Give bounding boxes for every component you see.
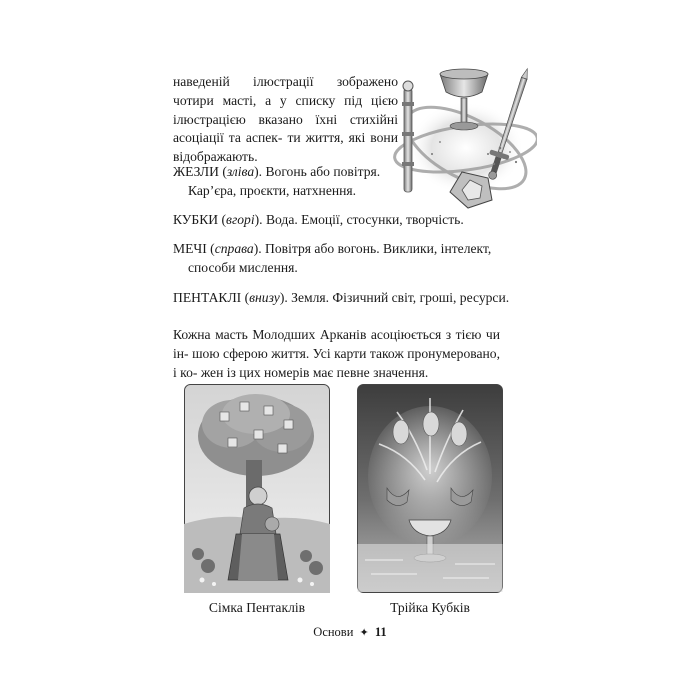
suit-entry-pentacles: ПЕНТАКЛІ (внизу). Земля. Фізичний світ, гроші, ресурси. [173,290,510,305]
tarot-card-seven-of-pentacles [184,384,330,593]
intro-line: наведеній ілюстрації зображено чотири [173,74,398,108]
intro-line: вказано їхні стихійні асоціації та аспек- [173,111,398,146]
intro-paragraph [173,73,398,167]
three-of-cups-artwork [357,384,503,593]
suit-entry-cups: КУБКИ (вгорі). Вода. Емоції, стосунки, творчість. [173,212,464,227]
suit-position: справа [214,241,254,256]
suit-description-cont: способи мислення. [188,260,298,275]
running-footer [250,625,450,640]
closing-line: шою сферою життя. Усі карти також пронумеровано, і ко- [173,346,500,380]
closing-paragraph [173,325,500,382]
closing-line: жен із цих номерів має певне значення. [200,365,429,380]
suit-entry-wands: ЖЕЗЛИ (зліва). Вогонь або повітря. Кар’єра, проєкти, натхнення. [173,164,381,198]
suit-name: ЖЕЗЛИ [173,164,219,179]
suit-entry-swords: МЕЧІ (справа). Повітря або вогонь. Виклики, інтелект, способи мислення. [173,241,492,275]
suit-description: ). Вогонь або повітря. [254,164,381,179]
intro-line: масті, а у списку під цією ілюстрацією [173,92,398,127]
card-caption: Трійка Кубків [390,600,470,615]
suit-description: ). Земля. Фізичний світ, гроші, ресурси. [279,290,510,305]
suit-description-cont: Кар’єра, проєкти, натхнення. [188,183,357,198]
suit-description: ). Повітря або вогонь. Виклики, інтелект, [253,241,492,256]
suit-name: МЕЧІ [173,241,207,256]
suit-position: внизу [249,290,280,305]
card-caption: Сімка Пентаклів [208,600,306,615]
tarot-card-three-of-cups [357,384,503,593]
suit-position: вгорі [226,212,255,227]
intro-line: ти життя, які вони відображають. [173,130,398,165]
footer-section-title: Основи [313,625,354,639]
suit-name: КУБКИ [173,212,219,227]
suit-position: зліва [226,164,255,179]
star-icon: ✦ [359,627,369,639]
suit-name: ПЕНТАКЛІ [173,290,242,305]
closing-line: Кожна масть Молодших Арканів асоціюється з тією чи ін- [173,327,500,361]
page-number: 11 [374,625,387,639]
seven-of-pentacles-artwork [184,384,330,593]
suit-description: ). Вода. Емоції, стосунки, творчість. [254,212,464,227]
